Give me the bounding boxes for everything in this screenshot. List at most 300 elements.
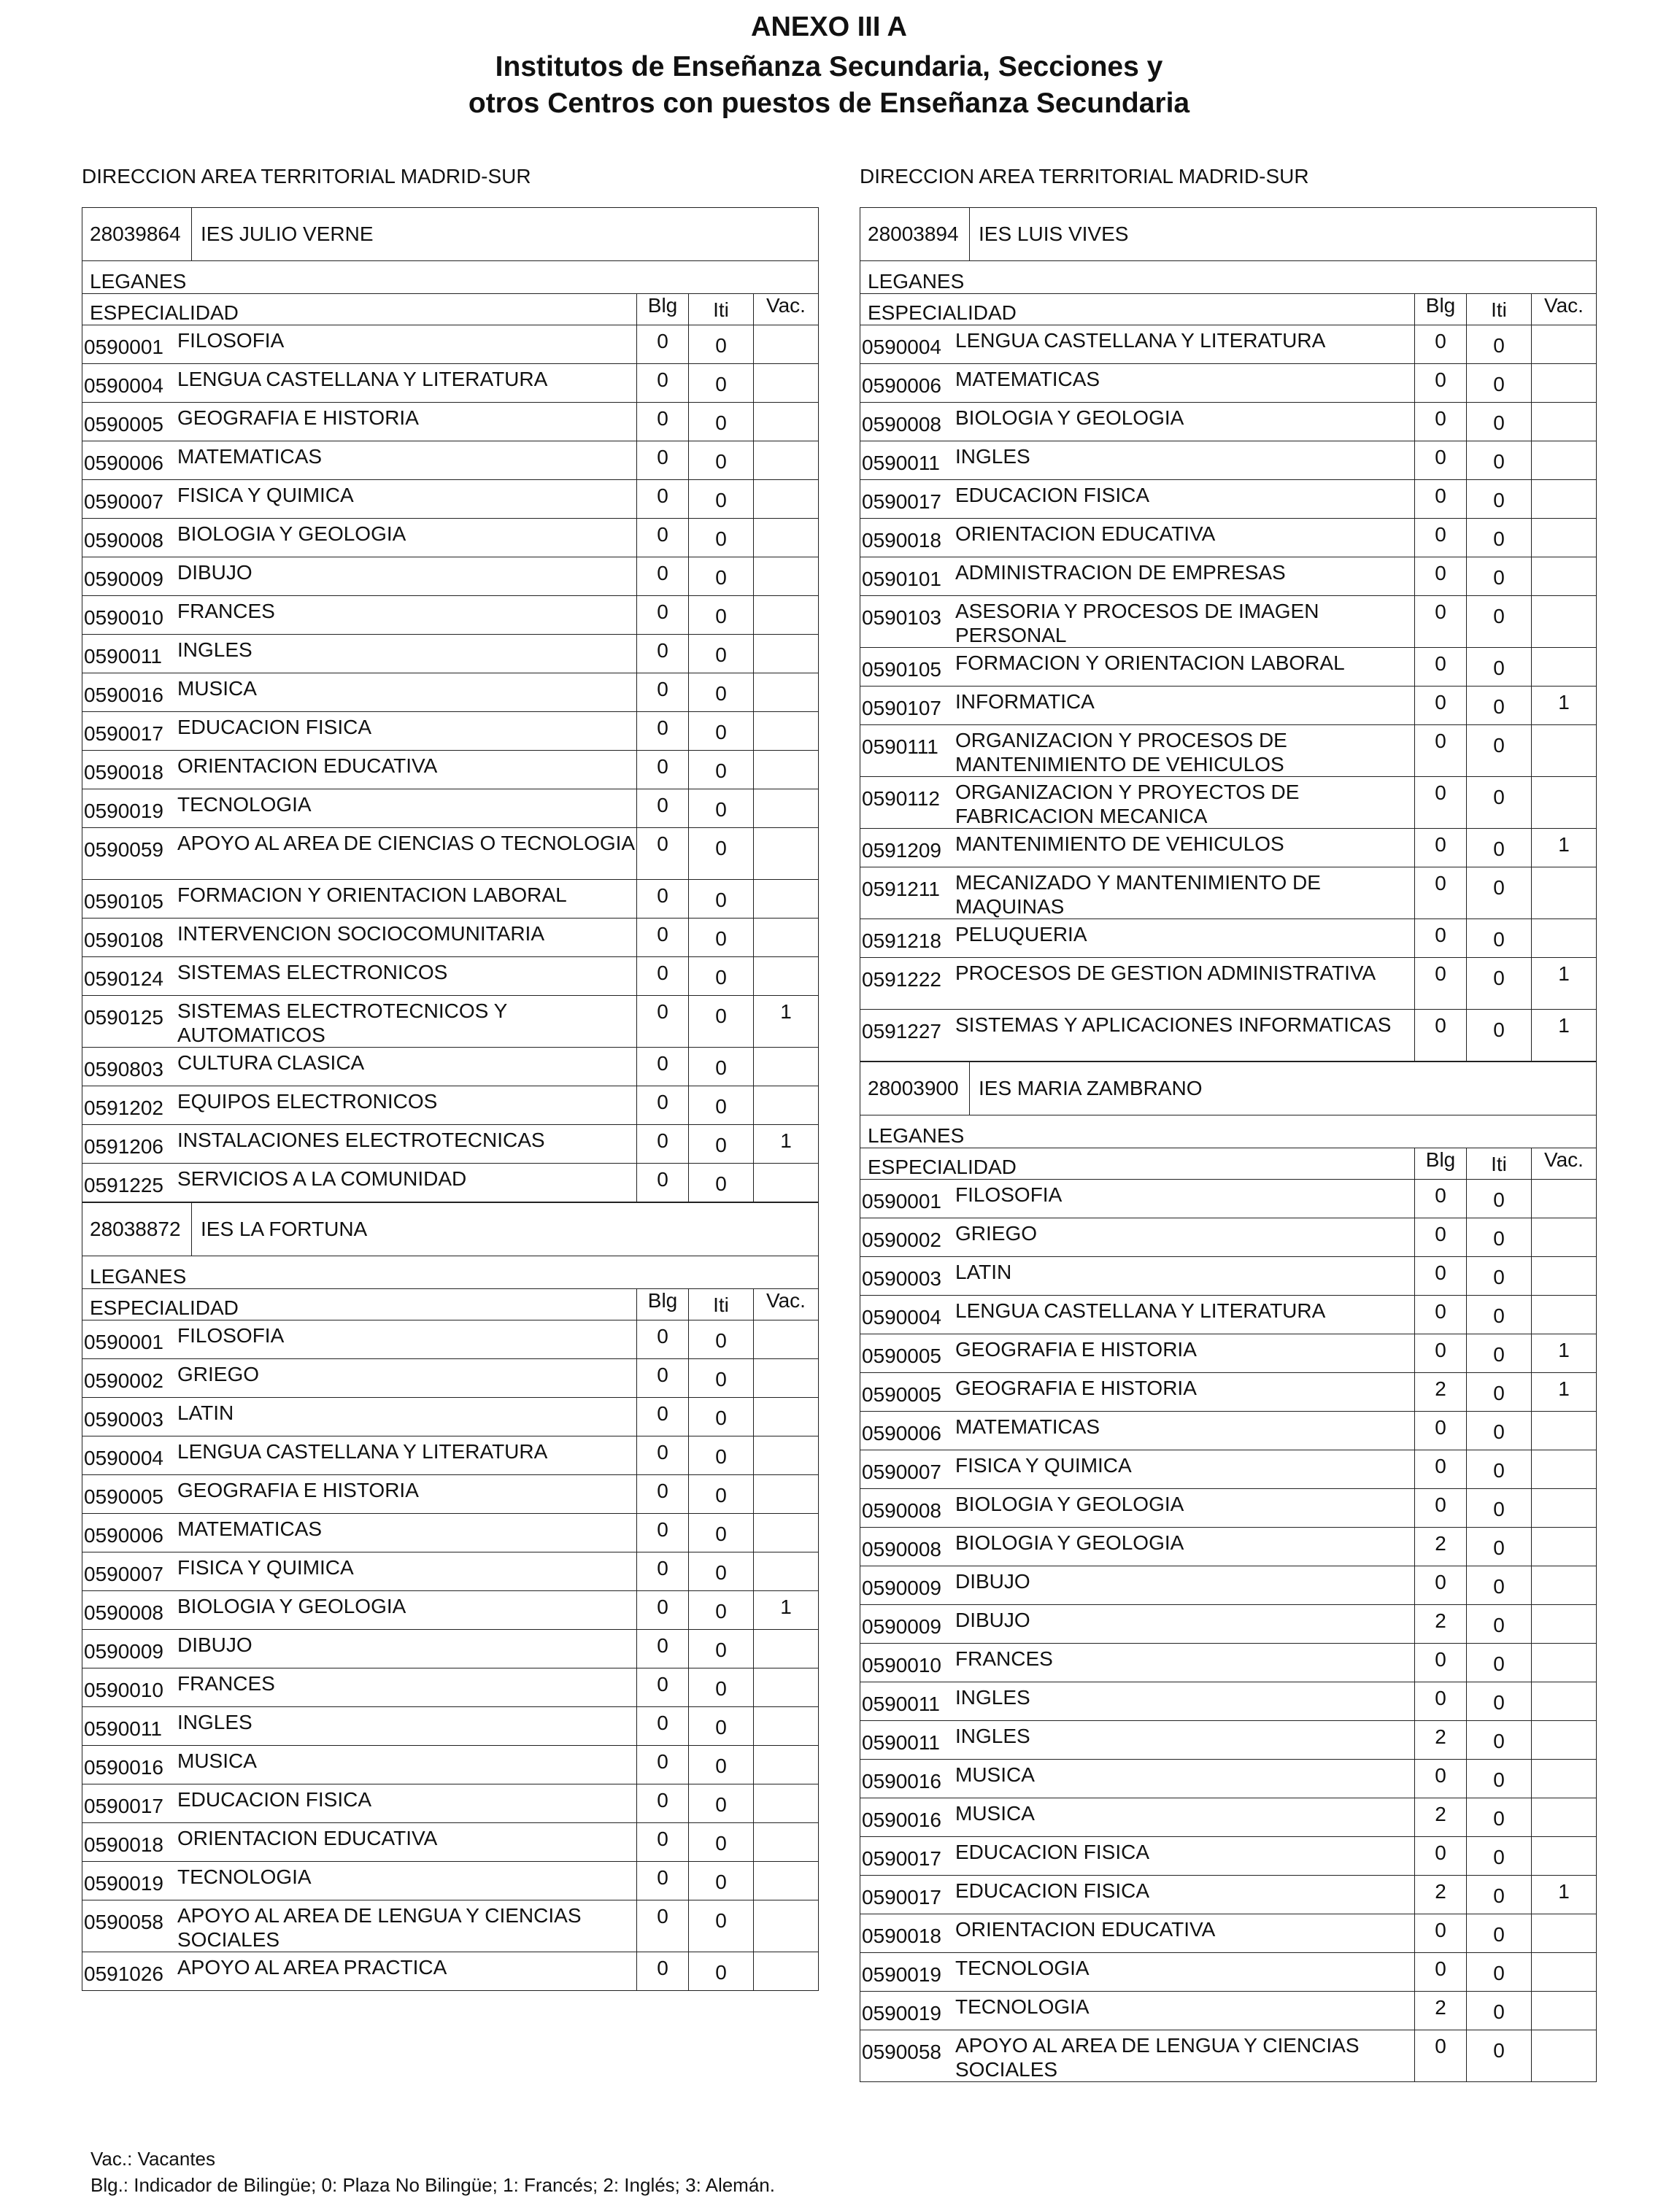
iti-cell: 0: [688, 789, 753, 827]
especialidad-name: LENGUA CASTELLANA Y LITERATURA: [177, 368, 548, 390]
vac-cell: [753, 1862, 818, 1900]
especialidad-name: EDUCACION FISICA: [955, 484, 1150, 506]
vac-cell: 1: [1531, 1876, 1596, 1914]
especialidad-name: FILOSOFIA: [955, 1183, 1063, 1206]
blg-cell: 0: [636, 1707, 688, 1745]
especialidad-code: 0591227: [862, 1020, 942, 1043]
blg-cell: 0: [636, 519, 688, 557]
especialidad-name: ORIENTACION EDUCATIVA: [955, 1918, 1216, 1941]
localidad: LEGANES: [860, 260, 1597, 293]
iti-cell: 0: [688, 364, 753, 402]
especialidad-cell: [82, 1086, 636, 1124]
iti-cell: 0: [688, 1436, 753, 1474]
table-row: [82, 1164, 819, 1202]
especialidad-cell: [860, 596, 1414, 647]
vac-cell: 1: [1531, 687, 1596, 724]
especialidad-cell: [82, 1164, 636, 1202]
blg-cell: 0: [1414, 725, 1466, 776]
especialidad-code: 0590005: [862, 1383, 942, 1406]
iti-cell: 0: [1466, 1334, 1531, 1372]
vac-cell: [1531, 1682, 1596, 1720]
blg-cell: 0: [1414, 1450, 1466, 1488]
especialidad-code: 0590003: [862, 1267, 942, 1290]
especialidad-cell: [860, 1605, 1414, 1643]
especialidad-name: MANTENIMIENTO DE VEHICULOS: [955, 832, 1284, 855]
table-row: [860, 1644, 1597, 1682]
vac-cell: [753, 1707, 818, 1745]
especialidad-code: 0590006: [84, 1524, 164, 1547]
centro-code: 28003894: [860, 208, 970, 260]
especialidad-cell: [860, 1373, 1414, 1411]
especialidad-cell: [82, 403, 636, 441]
vac-cell: [753, 1668, 818, 1706]
especialidad-cell: [82, 1398, 636, 1436]
table-row: [82, 751, 819, 789]
table-row: [82, 519, 819, 557]
blg-cell: 0: [636, 1784, 688, 1822]
especialidad-code: 0590019: [84, 800, 164, 822]
iti-cell: 0: [688, 1164, 753, 1202]
blg-cell: 0: [636, 364, 688, 402]
blg-cell: 0: [1414, 1914, 1466, 1952]
vac-cell: [753, 1398, 818, 1436]
vac-cell: [753, 880, 818, 918]
especialidad-cell: [860, 1760, 1414, 1798]
header-vac: Vac.: [753, 1289, 818, 1320]
especialidad-name: SISTEMAS Y APLICACIONES INFORMATICAS: [955, 1013, 1392, 1036]
especialidad-name: MUSICA: [177, 677, 257, 700]
especialidad-code: 0590007: [84, 490, 164, 513]
blg-cell: 0: [1414, 1010, 1466, 1061]
especialidad-cell: [82, 957, 636, 995]
iti-cell: 0: [1466, 1682, 1531, 1720]
especialidad-name: INGLES: [955, 1725, 1030, 1747]
especialidad-code: 0590008: [84, 1601, 164, 1624]
especialidad-name: APOYO AL AREA DE LENGUA Y CIENCIAS SOCIALES: [955, 2034, 1360, 2081]
left-column: [82, 162, 819, 1991]
centro-name: IES JULIO VERNE: [201, 223, 374, 245]
table-row: [82, 880, 819, 919]
especialidad-code: 0590018: [862, 529, 942, 552]
blg-cell: 0: [1414, 1412, 1466, 1450]
vac-cell: [1531, 325, 1596, 363]
blg-cell: 0: [636, 828, 688, 879]
especialidad-cell: [82, 1784, 636, 1822]
vac-cell: [753, 1048, 818, 1086]
iti-cell: 0: [688, 1514, 753, 1552]
especialidad-cell: [82, 1552, 636, 1590]
centro-name: IES LUIS VIVES: [979, 223, 1129, 245]
especialidad-name: DIBUJO: [955, 1609, 1030, 1631]
blg-cell: 2: [1414, 1721, 1466, 1759]
iti-cell: 0: [1466, 1721, 1531, 1759]
table-row: [860, 519, 1597, 557]
especialidad-code: 0590001: [84, 336, 164, 358]
especialidad-cell: [82, 1746, 636, 1784]
iti-cell: 0: [1466, 1218, 1531, 1256]
especialidad-code: 0590803: [84, 1058, 164, 1080]
centro-code: 28038872: [82, 1203, 192, 1256]
table-row: [82, 364, 819, 403]
vac-cell: [753, 1823, 818, 1861]
blg-cell: 0: [1414, 1489, 1466, 1527]
especialidad-cell: [82, 1862, 636, 1900]
blg-cell: 0: [636, 751, 688, 789]
table-row: [860, 1721, 1597, 1760]
especialidad-code: 0590016: [84, 684, 164, 706]
table-row: [860, 325, 1597, 364]
table-row: [82, 1086, 819, 1125]
vac-cell: [1531, 364, 1596, 402]
header-iti: Iti: [688, 294, 753, 325]
table-row: [860, 958, 1597, 1010]
vac-cell: [1531, 480, 1596, 518]
especialidad-code: 0590004: [862, 336, 942, 358]
especialidad-name: FISICA Y QUIMICA: [177, 1556, 354, 1579]
especialidad-cell: [860, 1412, 1414, 1450]
iti-cell: 0: [1466, 1644, 1531, 1682]
blg-cell: 0: [1414, 1180, 1466, 1218]
iti-cell: 0: [1466, 919, 1531, 957]
vac-cell: [1531, 596, 1596, 647]
especialidad-name: LENGUA CASTELLANA Y LITERATURA: [177, 1440, 548, 1463]
especialidad-cell: [82, 1320, 636, 1358]
iti-cell: 0: [1466, 1296, 1531, 1334]
localidad: LEGANES: [82, 1256, 819, 1288]
blg-cell: 0: [636, 557, 688, 595]
iti-cell: 0: [1466, 648, 1531, 686]
blg-cell: 0: [1414, 648, 1466, 686]
vac-cell: 1: [1531, 1010, 1596, 1061]
blg-cell: 0: [636, 919, 688, 956]
blg-cell: 0: [636, 596, 688, 634]
especialidad-cell: [82, 1125, 636, 1163]
centro-code: 28039864: [82, 208, 192, 260]
vac-cell: [753, 673, 818, 711]
iti-cell: 0: [688, 673, 753, 711]
table-row: [82, 596, 819, 635]
iti-cell: 0: [688, 635, 753, 673]
especialidad-name: ORIENTACION EDUCATIVA: [955, 522, 1216, 545]
iti-cell: 0: [1466, 1489, 1531, 1527]
vac-cell: [753, 403, 818, 441]
especialidad-name: MUSICA: [177, 1749, 257, 1772]
table-row: [82, 1320, 819, 1359]
vac-cell: [753, 1164, 818, 1202]
table-row: [860, 1992, 1597, 2030]
iti-cell: 0: [688, 1125, 753, 1163]
iti-cell: 0: [1466, 364, 1531, 402]
table-header: [82, 293, 819, 325]
especialidad-code: 0590011: [84, 1717, 162, 1740]
especialidad-cell: [860, 480, 1414, 518]
blg-cell: 0: [636, 1398, 688, 1436]
especialidad-code: 0590008: [862, 413, 942, 436]
table-row: [82, 1630, 819, 1668]
vac-cell: [1531, 441, 1596, 479]
especialidad-name: LATIN: [177, 1401, 234, 1424]
table-row: [82, 828, 819, 880]
especialidad-code: 0590006: [862, 374, 942, 397]
blg-cell: 0: [636, 1048, 688, 1086]
vac-cell: [1531, 403, 1596, 441]
iti-cell: 0: [688, 1952, 753, 1990]
table-row: [860, 1373, 1597, 1412]
especialidad-name: GRIEGO: [955, 1222, 1038, 1245]
iti-cell: 0: [1466, 2030, 1531, 2081]
especialidad-cell: [82, 712, 636, 750]
iti-cell: 0: [1466, 1180, 1531, 1218]
especialidad-code: 0590016: [862, 1809, 942, 1831]
table-row: [82, 1591, 819, 1630]
iti-cell: 0: [688, 712, 753, 750]
table-row: [860, 1412, 1597, 1450]
table-row: [82, 635, 819, 673]
especialidad-code: 0590001: [862, 1190, 942, 1213]
iti-cell: 0: [1466, 596, 1531, 647]
especialidad-cell: [860, 919, 1414, 957]
iti-cell: 0: [1466, 1914, 1531, 1952]
especialidad-cell: [860, 725, 1414, 776]
especialidad-code: 0590105: [84, 890, 164, 913]
especialidad-cell: [860, 1180, 1414, 1218]
table-row: [82, 1552, 819, 1591]
vac-cell: [1531, 1296, 1596, 1334]
vac-cell: [753, 325, 818, 363]
direccion-area-heading: DIRECCION AREA TERRITORIAL MADRID-SUR: [860, 165, 1309, 187]
table-row: [82, 789, 819, 828]
vac-cell: [1531, 777, 1596, 828]
vac-cell: [1531, 1257, 1596, 1295]
blg-cell: 2: [1414, 1605, 1466, 1643]
iti-cell: 0: [688, 751, 753, 789]
especialidad-name: FRANCES: [177, 1672, 275, 1695]
table-row: [82, 919, 819, 957]
blg-cell: 0: [636, 673, 688, 711]
centro-code: 28003900: [860, 1062, 970, 1115]
especialidad-cell: [860, 1010, 1414, 1061]
vac-cell: 1: [1531, 1373, 1596, 1411]
table-row: [82, 1707, 819, 1746]
especialidad-code: 0591202: [84, 1097, 164, 1119]
especialidad-name: TECNOLOGIA: [955, 1995, 1090, 2018]
especialidad-name: MATEMATICAS: [955, 368, 1100, 390]
especialidad-code: 0591211: [862, 878, 940, 900]
especialidad-cell: [860, 1644, 1414, 1682]
blg-cell: 0: [636, 1086, 688, 1124]
especialidad-name: BIOLOGIA Y GEOLOGIA: [955, 406, 1184, 429]
especialidad-name: FILOSOFIA: [177, 329, 285, 352]
table-row: [82, 673, 819, 712]
table-row: [860, 829, 1597, 867]
especialidad-code: 0590002: [84, 1369, 164, 1392]
especialidad-name: LATIN: [955, 1261, 1012, 1283]
vac-cell: [1531, 1760, 1596, 1798]
especialidad-cell: [860, 1489, 1414, 1527]
vac-cell: [1531, 1566, 1596, 1604]
table-row: [860, 725, 1597, 777]
iti-cell: 0: [688, 1707, 753, 1745]
table-row: [82, 712, 819, 751]
vac-cell: [753, 364, 818, 402]
especialidad-cell: [82, 635, 636, 673]
vac-cell: [1531, 1953, 1596, 1991]
header-especialidad: ESPECIALIDAD: [868, 301, 1017, 324]
especialidad-cell: [860, 364, 1414, 402]
especialidad-cell: [82, 1048, 636, 1086]
blg-cell: 0: [636, 325, 688, 363]
blg-cell: 0: [636, 1125, 688, 1163]
iti-cell: 0: [1466, 1953, 1531, 1991]
especialidad-name: LENGUA CASTELLANA Y LITERATURA: [955, 329, 1326, 352]
especialidad-code: 0590108: [84, 929, 164, 951]
especialidad-code: 0591206: [84, 1135, 164, 1158]
especialidad-name: INGLES: [955, 445, 1030, 468]
centro-name: IES LA FORTUNA: [201, 1218, 368, 1240]
blg-cell: 0: [1414, 1644, 1466, 1682]
vac-cell: [753, 1086, 818, 1124]
especialidad-cell: [860, 557, 1414, 595]
vac-cell: [753, 789, 818, 827]
especialidad-name: MATEMATICAS: [177, 445, 323, 468]
table-row: [82, 557, 819, 596]
blg-cell: 0: [636, 1164, 688, 1202]
iti-cell: 0: [1466, 1450, 1531, 1488]
iti-cell: 0: [1466, 1605, 1531, 1643]
vac-cell: [753, 1359, 818, 1397]
table-row: [860, 1837, 1597, 1876]
especialidad-name: ORIENTACION EDUCATIVA: [177, 1827, 438, 1849]
especialidad-code: 0590008: [862, 1538, 942, 1561]
especialidad-name: MUSICA: [955, 1763, 1035, 1786]
especialidad-cell: [860, 519, 1414, 557]
especialidad-code: 0590018: [862, 1925, 942, 1947]
blg-cell: 0: [636, 1591, 688, 1629]
especialidad-name: EDUCACION FISICA: [177, 1788, 372, 1811]
localidad: LEGANES: [82, 260, 819, 293]
especialidad-name: PROCESOS DE GESTION ADMINISTRATIVA: [955, 962, 1376, 984]
iti-cell: 0: [1466, 1760, 1531, 1798]
vac-cell: [753, 596, 818, 634]
especialidad-name: GEOGRAFIA E HISTORIA: [955, 1338, 1197, 1361]
table-row: [860, 480, 1597, 519]
vac-cell: [753, 828, 818, 879]
vac-cell: [1531, 1489, 1596, 1527]
centro-header: [82, 1202, 819, 1256]
legend-vacantes: Vac.: Vacantes: [90, 2148, 216, 2170]
especialidad-code: 0591222: [862, 968, 942, 991]
blg-cell: 0: [1414, 1760, 1466, 1798]
vac-cell: [753, 1514, 818, 1552]
iti-cell: 0: [688, 519, 753, 557]
especialidad-cell: [82, 996, 636, 1047]
vac-cell: [1531, 1528, 1596, 1566]
especialidad-code: 0590006: [862, 1422, 942, 1445]
especialidad-name: BIOLOGIA Y GEOLOGIA: [177, 1595, 406, 1617]
vac-cell: 1: [753, 1591, 818, 1629]
especialidad-code: 0590009: [84, 1640, 164, 1663]
especialidad-name: INGLES: [177, 1711, 252, 1733]
especialidad-cell: [860, 687, 1414, 724]
iti-cell: 0: [1466, 1528, 1531, 1566]
especialidad-name: ORGANIZACION Y PROYECTOS DE FABRICACION MECANICA: [955, 781, 1300, 827]
especialidad-cell: [82, 557, 636, 595]
table-row: [82, 1668, 819, 1707]
iti-cell: 0: [688, 1591, 753, 1629]
iti-cell: 0: [688, 1048, 753, 1086]
iti-cell: 0: [688, 880, 753, 918]
iti-cell: 0: [1466, 1566, 1531, 1604]
blg-cell: 0: [1414, 519, 1466, 557]
blg-cell: 0: [636, 1746, 688, 1784]
especialidad-code: 0590007: [862, 1461, 942, 1483]
blg-cell: 0: [1414, 919, 1466, 957]
especialidad-name: ADMINISTRACION DE EMPRESAS: [955, 561, 1286, 584]
vac-cell: [753, 480, 818, 518]
especialidad-name: MECANIZADO Y MANTENIMIENTO DE MAQUINAS: [955, 871, 1321, 918]
especialidad-code: 0590011: [862, 452, 940, 474]
blg-cell: 0: [636, 1952, 688, 1990]
blg-cell: 0: [1414, 364, 1466, 402]
especialidad-name: TECNOLOGIA: [177, 793, 312, 816]
vac-cell: 1: [1531, 958, 1596, 1009]
iti-cell: 0: [688, 919, 753, 956]
table-row: [82, 325, 819, 364]
vac-cell: [1531, 1798, 1596, 1836]
blg-cell: 0: [636, 789, 688, 827]
especialidad-code: 0590124: [84, 967, 164, 990]
especialidad-name: EDUCACION FISICA: [955, 1879, 1150, 1902]
especialidad-code: 0590009: [84, 568, 164, 590]
especialidad-cell: [860, 403, 1414, 441]
especialidad-code: 0590002: [862, 1229, 942, 1251]
table-row: [82, 1514, 819, 1552]
table-row: [860, 1257, 1597, 1296]
especialidad-code: 0590008: [84, 529, 164, 552]
vac-cell: [753, 519, 818, 557]
vac-cell: [1531, 1180, 1596, 1218]
blg-cell: 0: [636, 1552, 688, 1590]
table-header: [860, 293, 1597, 325]
especialidad-name: EDUCACION FISICA: [955, 1841, 1150, 1863]
iti-cell: 0: [688, 1630, 753, 1668]
blg-cell: 0: [1414, 1566, 1466, 1604]
blg-cell: 0: [636, 957, 688, 995]
vac-cell: [1531, 519, 1596, 557]
table-row: [860, 1450, 1597, 1489]
especialidad-code: 0590058: [84, 1911, 164, 1933]
blg-cell: 0: [1414, 1682, 1466, 1720]
especialidad-code: 0590059: [84, 838, 164, 861]
iti-cell: 0: [1466, 687, 1531, 724]
vac-cell: [753, 1475, 818, 1513]
vac-cell: [1531, 1644, 1596, 1682]
especialidad-code: 0590017: [862, 1886, 942, 1909]
table-row: [82, 1823, 819, 1862]
especialidad-code: 0590019: [84, 1872, 164, 1895]
especialidad-code: 0590105: [862, 658, 942, 681]
iti-cell: 0: [1466, 829, 1531, 867]
blg-cell: 0: [1414, 1296, 1466, 1334]
blg-cell: 0: [1414, 557, 1466, 595]
especialidad-code: 0590011: [862, 1731, 940, 1754]
vac-cell: [753, 557, 818, 595]
especialidad-cell: [82, 789, 636, 827]
vac-cell: 1: [1531, 1334, 1596, 1372]
iti-cell: 0: [688, 1823, 753, 1861]
especialidad-cell: [860, 441, 1414, 479]
blg-cell: 0: [1414, 325, 1466, 363]
